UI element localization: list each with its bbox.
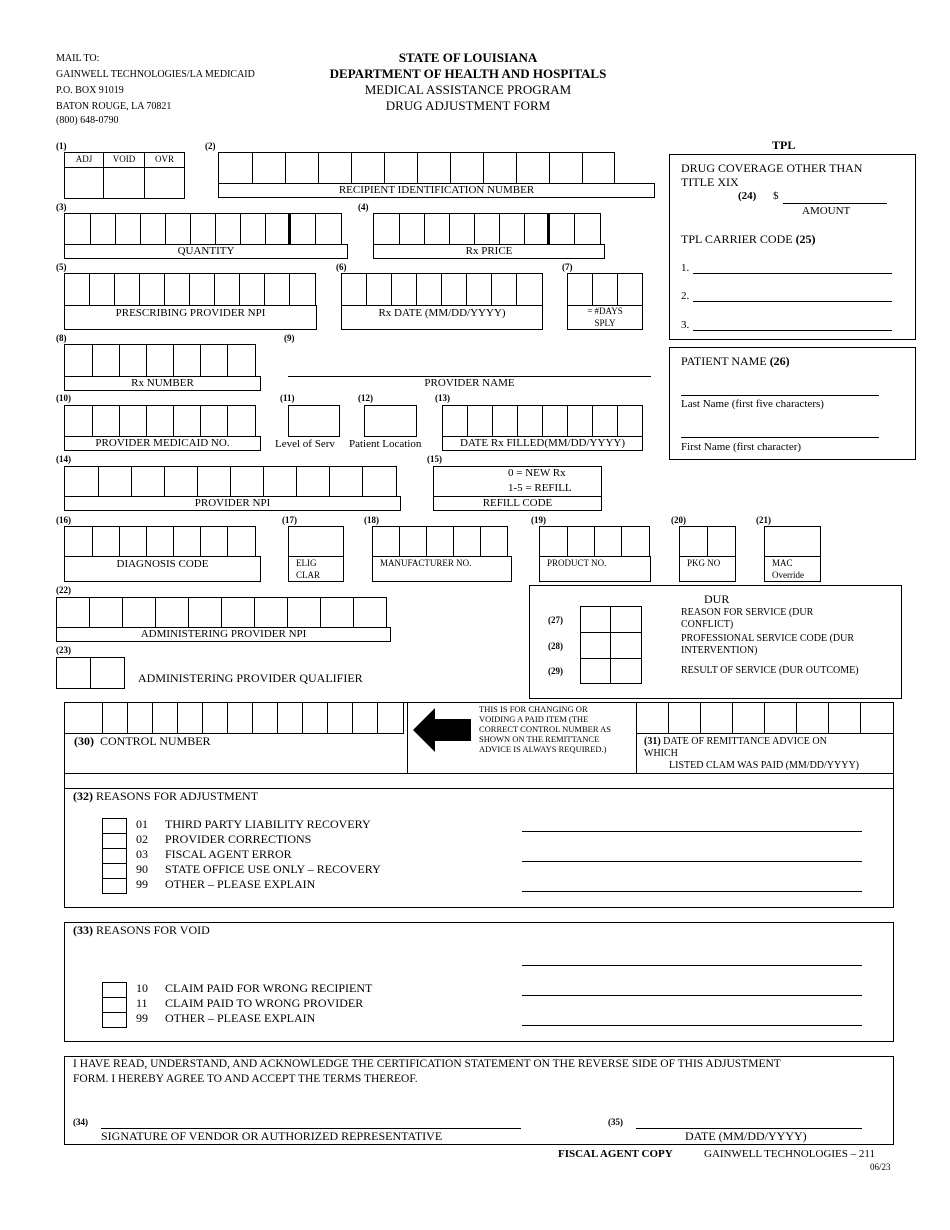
program-title: MEDICAL ASSISTANCE PROGRAM (364, 82, 572, 97)
adj-checkbox[interactable] (64, 152, 104, 199)
void-explain-line-2[interactable] (522, 995, 862, 996)
signature-label: SIGNATURE OF VENDOR OR AUTHORIZED REPRESENTATIVE (101, 1129, 443, 1143)
mac-override-label-1: MAC (772, 558, 793, 568)
adjustment-code-99: 99 (136, 877, 148, 891)
mail-to-company: GAINWELL TECHNOLOGIES/LA MEDICAID (56, 69, 255, 80)
void-explain-line-1[interactable] (522, 965, 862, 966)
adjustment-checkbox-90[interactable] (102, 863, 127, 879)
days-supply-label-2: SPLY (594, 318, 616, 328)
tpl-carrier-label-text: TPL CARRIER CODE (681, 232, 793, 246)
rx-date-input[interactable] (341, 273, 543, 306)
adjustment-checkbox-02[interactable] (102, 833, 127, 849)
control-block-sep-1 (407, 702, 408, 773)
adjustment-checkbox-01[interactable] (102, 818, 127, 834)
field-28-number: (28) (548, 641, 563, 651)
field-31-number: (31) (644, 736, 661, 747)
field-1-number: (1) (56, 141, 67, 151)
elig-clar-input[interactable] (288, 526, 344, 557)
rx-price-label: Rx PRICE (465, 245, 513, 257)
quantity-input[interactable] (64, 213, 342, 245)
field-27-number: (27) (548, 615, 563, 625)
administering-qualifier-input[interactable] (56, 657, 125, 689)
remittance-date-label-2: WHICH (644, 748, 678, 759)
field-5-number: (5) (56, 262, 67, 272)
arrow-left-icon (413, 708, 471, 752)
void-code-99: 99 (136, 1011, 148, 1025)
ovr-checkbox[interactable] (144, 152, 185, 199)
administering-npi-label: ADMINISTERING PROVIDER NPI (140, 628, 307, 640)
certification-line-1: I HAVE READ, UNDERSTAND, AND ACKNOWLEDGE THE CERTIFICATION STATEMENT ON THE REVERSE SIDE OF THIS ADJUSTMENT (73, 1058, 781, 1070)
provider-npi-input[interactable] (64, 466, 397, 497)
provider-medicaid-input[interactable] (64, 405, 256, 437)
field-13-number: (13) (435, 393, 450, 403)
field-30-number: (30) (74, 734, 94, 748)
field-3-number: (3) (56, 202, 67, 212)
void-code-10: 10 (136, 981, 148, 995)
field-19-number: (19) (531, 515, 546, 525)
field-8-number: (8) (56, 333, 67, 343)
patient-last-name-label: Last Name (first five characters) (681, 398, 824, 410)
field-15-number: (15) (427, 454, 442, 464)
remittance-date-label-3: LISTED CLAM WAS PAID (MM/DD/YYYY) (669, 760, 860, 771)
patient-location-label: Patient Location (349, 438, 422, 450)
provider-name-label: PROVIDER NAME (424, 377, 515, 389)
void-text-10: CLAIM PAID FOR WRONG RECIPIENT (165, 981, 373, 995)
elig-clar-label-1: ELIG (296, 558, 317, 568)
field-4-number: (4) (358, 202, 369, 212)
adjustment-code-90: 90 (136, 862, 148, 876)
void-checkbox-11[interactable] (102, 997, 127, 1013)
footer-copy: FISCAL AGENT COPY (558, 1148, 673, 1160)
footer-revision: 06/23 (870, 1162, 891, 1172)
mail-to-label: MAIL TO: (56, 53, 100, 64)
field-23-number: (23) (56, 645, 71, 655)
void-text-11: CLAIM PAID TO WRONG PROVIDER (165, 996, 364, 1010)
field-33-number: (33) (73, 923, 93, 937)
field-17-number: (17) (282, 515, 297, 525)
field-14-number: (14) (56, 454, 71, 464)
field-12-number: (12) (358, 393, 373, 403)
form-title: DRUG ADJUSTMENT FORM (385, 98, 551, 113)
signature-date-label: DATE (MM/DD/YYYY) (685, 1129, 807, 1143)
quantity-label: QUANTITY (177, 245, 235, 257)
dur-result-input[interactable] (580, 658, 642, 684)
tpl-carrier-2-label: 2. (681, 290, 690, 302)
remittance-date-label-1 (644, 736, 827, 747)
tpl-dollar-sign: $ (773, 190, 779, 202)
adjustment-text-02: PROVIDER CORRECTIONS (165, 832, 312, 846)
adjustment-explain-line-1[interactable] (522, 831, 862, 832)
tpl-carrier-label (681, 233, 816, 245)
adjustment-code-03: 03 (136, 847, 148, 861)
tpl-coverage-line2: TITLE XIX (681, 175, 739, 189)
mac-override-input[interactable] (764, 526, 821, 557)
control-note-1: THIS IS FOR CHANGING OR (479, 704, 588, 714)
tpl-title: TPL (772, 138, 796, 152)
refill-code-label: REFILL CODE (482, 497, 553, 509)
tpl-amount-input[interactable] (783, 203, 887, 204)
adj-label: ADJ (75, 154, 93, 164)
patient-first-name-input[interactable] (681, 437, 879, 438)
diagnosis-code-input[interactable] (64, 526, 256, 557)
tpl-carrier-1-label: 1. (681, 262, 690, 274)
field-9-number: (9) (284, 333, 295, 343)
mac-override-label-2: Override (772, 570, 804, 580)
field-24-number: (24) (738, 190, 757, 202)
field-18-number: (18) (364, 515, 379, 525)
control-note-5: ADVICE IS ALWAYS REQUIRED.) (479, 744, 607, 754)
adjustment-checkbox-03[interactable] (102, 848, 127, 864)
rx-price-input[interactable] (373, 213, 601, 245)
patient-name-label (681, 355, 790, 367)
remittance-date-input[interactable] (636, 702, 894, 734)
patient-location-input[interactable] (364, 405, 417, 437)
void-title-text: REASONS FOR VOID (96, 923, 210, 937)
date-rx-filled-label: DATE Rx FILLED(MM/DD/YYYY) (460, 437, 625, 449)
mail-to-box: P.O. BOX 91019 (56, 85, 124, 96)
control-note-3: CORRECT CONTROL NUMBER AS (479, 724, 612, 734)
tpl-carrier-2-input[interactable] (693, 301, 892, 302)
control-block-divider (64, 773, 894, 774)
footer-company: GAINWELL TECHNOLOGIES – 211 (704, 1148, 875, 1160)
field-16-number: (16) (56, 515, 71, 525)
adjustment-text-90: STATE OFFICE USE ONLY – RECOVERY (165, 862, 381, 876)
field-11-number: (11) (280, 393, 295, 403)
dur-professional-label-2: INTERVENTION) (681, 645, 758, 656)
void-code-11: 11 (136, 996, 148, 1010)
adjustment-explain-line-3[interactable] (522, 891, 862, 892)
tpl-carrier-3-input[interactable] (693, 330, 892, 331)
adjustment-explain-line-2[interactable] (522, 861, 862, 862)
tpl-coverage-line1: DRUG COVERAGE OTHER THAN (681, 161, 863, 175)
certification-line-2: FORM. I HEREBY AGREE TO AND ACCEPT THE TERMS THEREOF. (73, 1073, 418, 1085)
adjustment-text-01: THIRD PARTY LIABILITY RECOVERY (165, 817, 371, 831)
void-text-99: OTHER – PLEASE EXPLAIN (165, 1011, 316, 1025)
dur-professional-label-1: PROFESSIONAL SERVICE CODE (DUR (681, 633, 855, 644)
control-number-label-text: CONTROL NUMBER (100, 734, 211, 748)
provider-npi-label: PROVIDER NPI (194, 497, 271, 509)
administering-npi-input[interactable] (56, 597, 387, 628)
pkg-no-label: PKG NO (687, 558, 721, 568)
dur-result-label: RESULT OF SERVICE (DUR OUTCOME) (681, 665, 859, 676)
control-number-label (74, 735, 211, 747)
rx-number-label: Rx NUMBER (131, 377, 194, 389)
product-no-input[interactable] (539, 526, 650, 557)
tpl-carrier-3-label: 3. (681, 319, 690, 331)
manufacturer-label: MANUFACTURER NO. (380, 558, 472, 568)
rx-date-label: Rx DATE (MM/DD/YYYY) (378, 307, 506, 319)
dur-title: DUR (704, 592, 730, 606)
tpl-carrier-1-input[interactable] (693, 273, 892, 274)
field-21-number: (21) (756, 515, 771, 525)
void-checkbox[interactable] (103, 152, 145, 199)
remittance-date-label-1-text: DATE OF REMITTANCE ADVICE ON (663, 736, 827, 747)
field-2-number: (2) (205, 141, 216, 151)
field-22-number: (22) (56, 585, 71, 595)
adjustment-title (73, 790, 258, 802)
field-32-number: (32) (73, 789, 93, 803)
field-29-number: (29) (548, 666, 563, 676)
void-label: VOID (112, 154, 136, 164)
level-of-serv-label: Level of Serv (275, 438, 335, 450)
adj-void-ovr-group (64, 152, 185, 199)
control-note-4: SHOWN ON THE REMITTANCE (479, 734, 600, 744)
field-35-number: (35) (608, 1117, 623, 1127)
adjustment-checkbox-99[interactable] (102, 878, 127, 894)
refill-code-new: 0 = NEW Rx (508, 467, 566, 479)
days-supply-label-1: = #DAYS (587, 306, 623, 316)
field-20-number: (20) (671, 515, 686, 525)
field-7-number: (7) (562, 262, 573, 272)
void-explain-line-3[interactable] (522, 1025, 862, 1026)
prescribing-npi-label: PRESCRIBING PROVIDER NPI (115, 307, 266, 319)
dur-reason-label-1: REASON FOR SERVICE (DUR (681, 607, 814, 618)
provider-medicaid-label: PROVIDER MEDICAID NO. (95, 437, 230, 449)
days-supply-input[interactable] (567, 273, 643, 306)
dur-professional-input[interactable] (580, 632, 642, 659)
ovr-label: OVR (154, 154, 174, 164)
recipient-id-label: RECIPIENT IDENTIFICATION NUMBER (338, 184, 535, 196)
dur-reason-input[interactable] (580, 606, 642, 633)
void-checkbox-10[interactable] (102, 982, 127, 998)
adjustment-text-99: OTHER – PLEASE EXPLAIN (165, 877, 316, 891)
adjustment-title-text: REASONS FOR ADJUSTMENT (96, 789, 259, 803)
adjustment-text-03: FISCAL AGENT ERROR (165, 847, 292, 861)
administering-qualifier-label: ADMINISTERING PROVIDER QUALIFIER (138, 671, 363, 685)
field-6-number: (6) (336, 262, 347, 272)
field-26-number: (26) (769, 354, 790, 368)
control-number-input[interactable] (64, 702, 404, 734)
tpl-amount-label: AMOUNT (802, 205, 851, 217)
mail-to-city: BATON ROUGE, LA 70821 (56, 101, 172, 112)
manufacturer-input[interactable] (372, 526, 508, 557)
mail-to-phone: (800) 648-0790 (56, 115, 119, 126)
adjustment-code-01: 01 (136, 817, 148, 831)
refill-code-refill: 1-5 = REFILL (508, 482, 572, 494)
level-of-serv-input[interactable] (288, 405, 340, 437)
pkg-no-input[interactable] (679, 526, 736, 557)
field-34-number: (34) (73, 1117, 88, 1127)
void-checkbox-99[interactable] (102, 1012, 127, 1028)
rx-number-input[interactable] (64, 344, 256, 377)
void-title (73, 924, 210, 936)
department-title: DEPARTMENT OF HEALTH AND HOSPITALS (329, 66, 607, 81)
diagnosis-code-label: DIAGNOSIS CODE (116, 558, 209, 570)
field-10-number: (10) (56, 393, 71, 403)
recipient-id-input[interactable] (218, 152, 615, 184)
patient-last-name-input[interactable] (681, 395, 879, 396)
control-note-2: VOIDING A PAID ITEM (THE (479, 714, 589, 724)
product-no-label: PRODUCT NO. (547, 558, 607, 568)
field-25-number: (25) (795, 232, 816, 246)
patient-name-label-text: PATIENT NAME (681, 354, 767, 368)
patient-first-name-label: First Name (first character) (681, 441, 802, 453)
state-title: STATE OF LOUISIANA (398, 50, 538, 65)
adjustment-code-02: 02 (136, 832, 148, 846)
elig-clar-label-2: CLAR (296, 570, 321, 580)
prescribing-npi-input[interactable] (64, 273, 316, 306)
date-rx-filled-input[interactable] (442, 405, 643, 437)
dur-reason-label-2: CONFLICT) (681, 619, 734, 630)
